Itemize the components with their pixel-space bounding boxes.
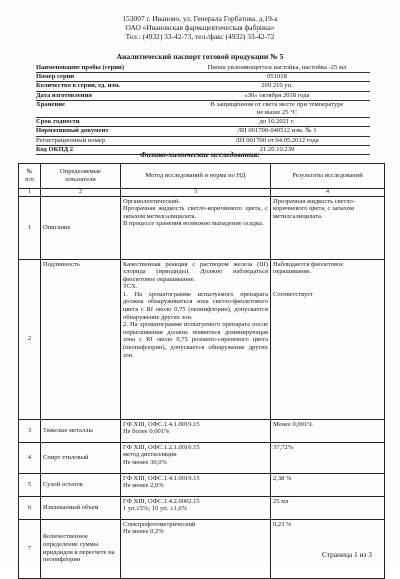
info-label: Срок годности	[36, 118, 80, 126]
document-title: Аналитический паспорт готовой продукции № 5	[116, 52, 284, 61]
info-label: Нормативный документ	[36, 127, 109, 135]
info-label: Регистрационный номер	[36, 136, 105, 144]
result-value: 25 мл	[271, 496, 385, 519]
result-value: 2,38 %	[271, 473, 385, 496]
section-title: Физико-химические исследования:	[140, 150, 260, 159]
row-number: 5	[19, 473, 41, 496]
method-norm: Качественная реакция с раствором железа (III) хлорида (ириодиды). Должно наблюдаться фиолетовое окрашивание. ТСХ. 1. На хроматограмме испытуемого препарата должна обнаруживаться зона светло-фиолетового цвета с Rf около 0,75 (пеонифлорин), допускается обнаружение других зон. 2. На хроматограмме испытуемого препарата после опрыскивания должна появиться доминирующая зона с Rf около 0,75 розовато-сиреневого цвета (пеонифлорин), допускается обнаружение других зон.	[121, 259, 271, 419]
info-value: В защищённом от света месте при температуре не выше 25 °С	[210, 100, 344, 116]
row-number: 1	[19, 196, 41, 259]
info-label: Количество в серии, ед. изм.	[36, 82, 121, 90]
row-number: 3	[19, 419, 41, 442]
row-number: 6	[19, 496, 41, 519]
method-norm: ГФ XIII, ОФС.1.4.1.0019.15 Не более 0,001%	[121, 419, 271, 442]
method-norm: Органолептический. Прозрачная жидкость светло-коричневого цвета, с запахом метилсалицилата. В процессе хранения возможно выпадение осадка.	[121, 196, 271, 259]
result-value: Прозрачная жидкость светло-коричневого цвета, с запахом метилсалицилата.	[271, 196, 385, 259]
row-number: 7	[19, 519, 41, 578]
info-value: «30» октября 2018 года	[244, 91, 310, 99]
info-value: 051018	[267, 73, 287, 81]
info-row	[36, 92, 370, 101]
info-label: Код ОКПД 2	[36, 145, 74, 153]
row-number: 4	[19, 442, 41, 473]
table-row	[19, 496, 385, 519]
info-label: Дата изготовления	[36, 91, 92, 99]
column-number: 3	[121, 189, 271, 197]
info-value: 209 210 уп.	[261, 82, 293, 90]
info-row	[36, 73, 370, 82]
info-value: до 10.2021 г.	[259, 118, 295, 126]
analysis-table	[18, 163, 385, 579]
header-cell: Результаты исследований	[271, 164, 385, 189]
info-value: ЛП 001700-040512 изм. № 1	[237, 127, 317, 135]
indicator-name: Тяжелые металлы	[41, 419, 121, 442]
table-header-row	[19, 164, 385, 189]
info-row	[36, 64, 370, 73]
header-cell: № п/п	[19, 164, 41, 189]
header-cell: Определяемые показатели	[41, 164, 121, 189]
page-number: Страница 1 из 3	[321, 550, 372, 559]
info-row	[36, 82, 370, 91]
info-block	[36, 64, 370, 155]
indicator-name: Сухой остаток	[41, 473, 121, 496]
column-number: 2	[41, 189, 121, 197]
table-row	[19, 473, 385, 496]
header-cell: Метод исследований и норма по НД	[121, 164, 271, 189]
result-value: Наблюдается фиолетовое окрашивание. Соответствует	[271, 259, 385, 419]
table-row	[19, 259, 385, 419]
header-phones: Тел.: (4932) 33-42-73, тел./факс (4932) 33-42-72	[125, 32, 275, 41]
column-number: 1	[19, 189, 41, 197]
info-label: Хранение	[36, 100, 65, 108]
info-value: 21.20.10.239	[259, 145, 295, 153]
info-label: Номер серии	[36, 73, 75, 81]
info-value: Пиона уклоняющегося настойка, настойка -25 мл	[207, 64, 347, 71]
info-row	[36, 137, 370, 146]
indicator-name: Извлекаемый объем	[41, 496, 121, 519]
column-number: 4	[271, 189, 385, 197]
info-row	[36, 118, 370, 127]
table-row	[19, 442, 385, 473]
method-norm: ГФ XIII, ОФС.1.4.2.0002.15 1 уп.±5%; 10 уп. ±1,6%	[121, 496, 271, 519]
info-value: ЛП 001700 от 04.05.2012 года	[235, 136, 319, 144]
column-number-row	[19, 189, 385, 197]
header-company: ОАО «Ивановская фармацевтическая фабрика»	[125, 23, 275, 32]
result-value: Менее 0,001%	[271, 419, 385, 442]
result-value: 37,72%	[271, 442, 385, 473]
method-norm: ГФ XIII, ОФС.1.2.1.0016.15 метод дистилляции Не менее 30,0%	[121, 442, 271, 473]
table-row	[19, 196, 385, 259]
header-address: 153007 г. Иваново, ул. Генерала Горбатова, д.19-а	[122, 14, 278, 23]
indicator-name: Спирт этиловый	[41, 442, 121, 473]
table-row	[19, 519, 385, 578]
info-row	[36, 101, 370, 118]
info-row	[36, 127, 370, 136]
indicator-name: Подлинность	[41, 259, 121, 419]
result-value: 0,23 %	[271, 519, 385, 578]
indicator-name: Количественное определение суммы иридоидов в пересчете на пеонифлорин	[41, 519, 121, 578]
info-label: Наименование пробы (серии)	[36, 64, 125, 71]
indicator-name: Описание	[41, 196, 121, 259]
row-number: 2	[19, 259, 41, 419]
method-norm: Спектрофотометрический Не менее 0,2%	[121, 519, 271, 578]
method-norm: ГФ XIII, ОФС.1.4.1.0019.15 Не менее 2,0%	[121, 473, 271, 496]
table-row	[19, 419, 385, 442]
